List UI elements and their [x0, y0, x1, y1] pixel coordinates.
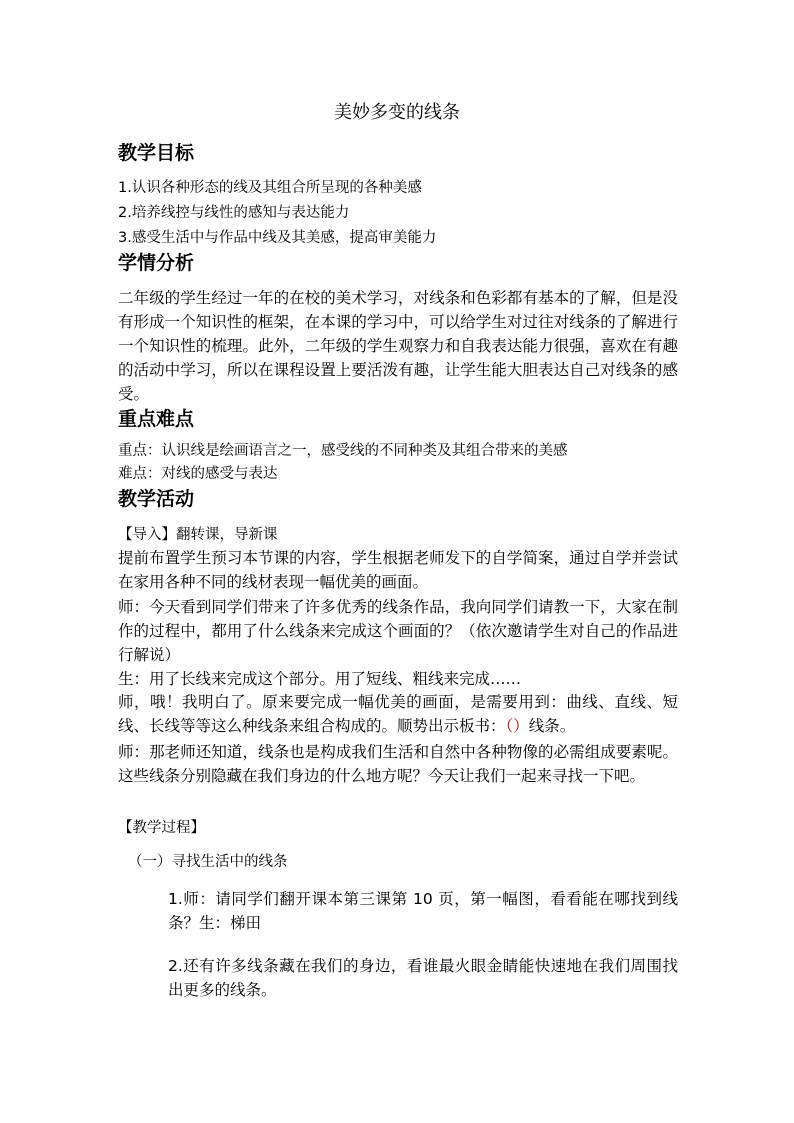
board-blank-brackets: （） [505, 717, 529, 735]
section-heading-keypoints: 重点难点 [118, 408, 195, 430]
step1-title: （一）寻找生活中的线条 [128, 854, 288, 870]
page-title: 美妙多变的线条 [334, 102, 460, 123]
activity-paragraph-4-end: 线条。 [528, 717, 576, 735]
activity-paragraph-3: 生：用了长线来完成这个部分。用了短线、粗线来完成…… [118, 670, 522, 688]
objective-item-2: 2.培养线控与线性的感知与表达能力 [118, 205, 350, 221]
section-heading-activities: 教学活动 [118, 488, 195, 510]
section-heading-analysis: 学情分析 [118, 252, 195, 274]
section-heading-objectives: 教学目标 [118, 142, 195, 164]
objective-item-1: 1.认识各种形态的线及其组合所呈现的各种美感 [118, 180, 422, 196]
analysis-paragraph: 二年级的学生经过一年的在校的美术学习，对线条和色彩都有基本的了解，但是没有形成一个知识性的框架，在本课的学习中，可以给学生对过往对线条的了解进行一个知识性的梳理。此外，二年级的学生观察力和自我表达能力很强，喜欢在有趣的活动中学习，所以在课程设置上要活泼有趣，让学生能大胆表达自己对线条的感受。 [118, 289, 678, 403]
step1-item-1: 1.师：请同学们翻开课本第三课第 10 页，第一幅图，看看能在哪找到线条？生：梯田 [168, 890, 678, 932]
activity-paragraph-5: 师：那老师还知道，线条也是构成我们生活和自然中各种物像的必需组成要素呢。这些线条分别隐藏在我们身边的什么地方呢？今天让我们一起来寻找一下吧。 [118, 743, 678, 785]
process-label: 【教学过程】 [118, 820, 205, 836]
intro-label: 【导入】翻转课，导新课 [118, 527, 278, 543]
objective-item-3: 3.感受生活中与作品中线及其美感，提高审美能力 [118, 230, 437, 246]
activity-paragraph-2: 师：今天看到同学们带来了许多优秀的线条作品，我向同学们请教一下，大家在制作的过程中，都用了什么线条来完成这个画面的？（依次邀请学生对自己的作品进行解说） [118, 598, 678, 664]
key-point-text: 重点：认识线是绘画语言之一，感受线的不同种类及其组合带来的美感 [118, 443, 568, 459]
activity-paragraph-1: 提前布置学生预习本节课的内容，学生根据老师发下的自学简案，通过自学并尝试在家用各种不同的线材表现一幅优美的画面。 [118, 549, 678, 591]
activity-paragraph-4-main: 师，哦！我明白了。原来要完成一幅优美的画面，是需要用到：曲线、直线、短线、长线等等这么种线条来组合构成的。顺势出示板书： [118, 693, 678, 735]
difficulty-text: 难点：对线的感受与表达 [118, 466, 278, 482]
step1-item-2: 2.还有许多线条藏在我们的身边，看谁最火眼金睛能快速地在我们周围找出更多的线条。 [168, 957, 678, 999]
activity-paragraph-4 [118, 690, 678, 738]
